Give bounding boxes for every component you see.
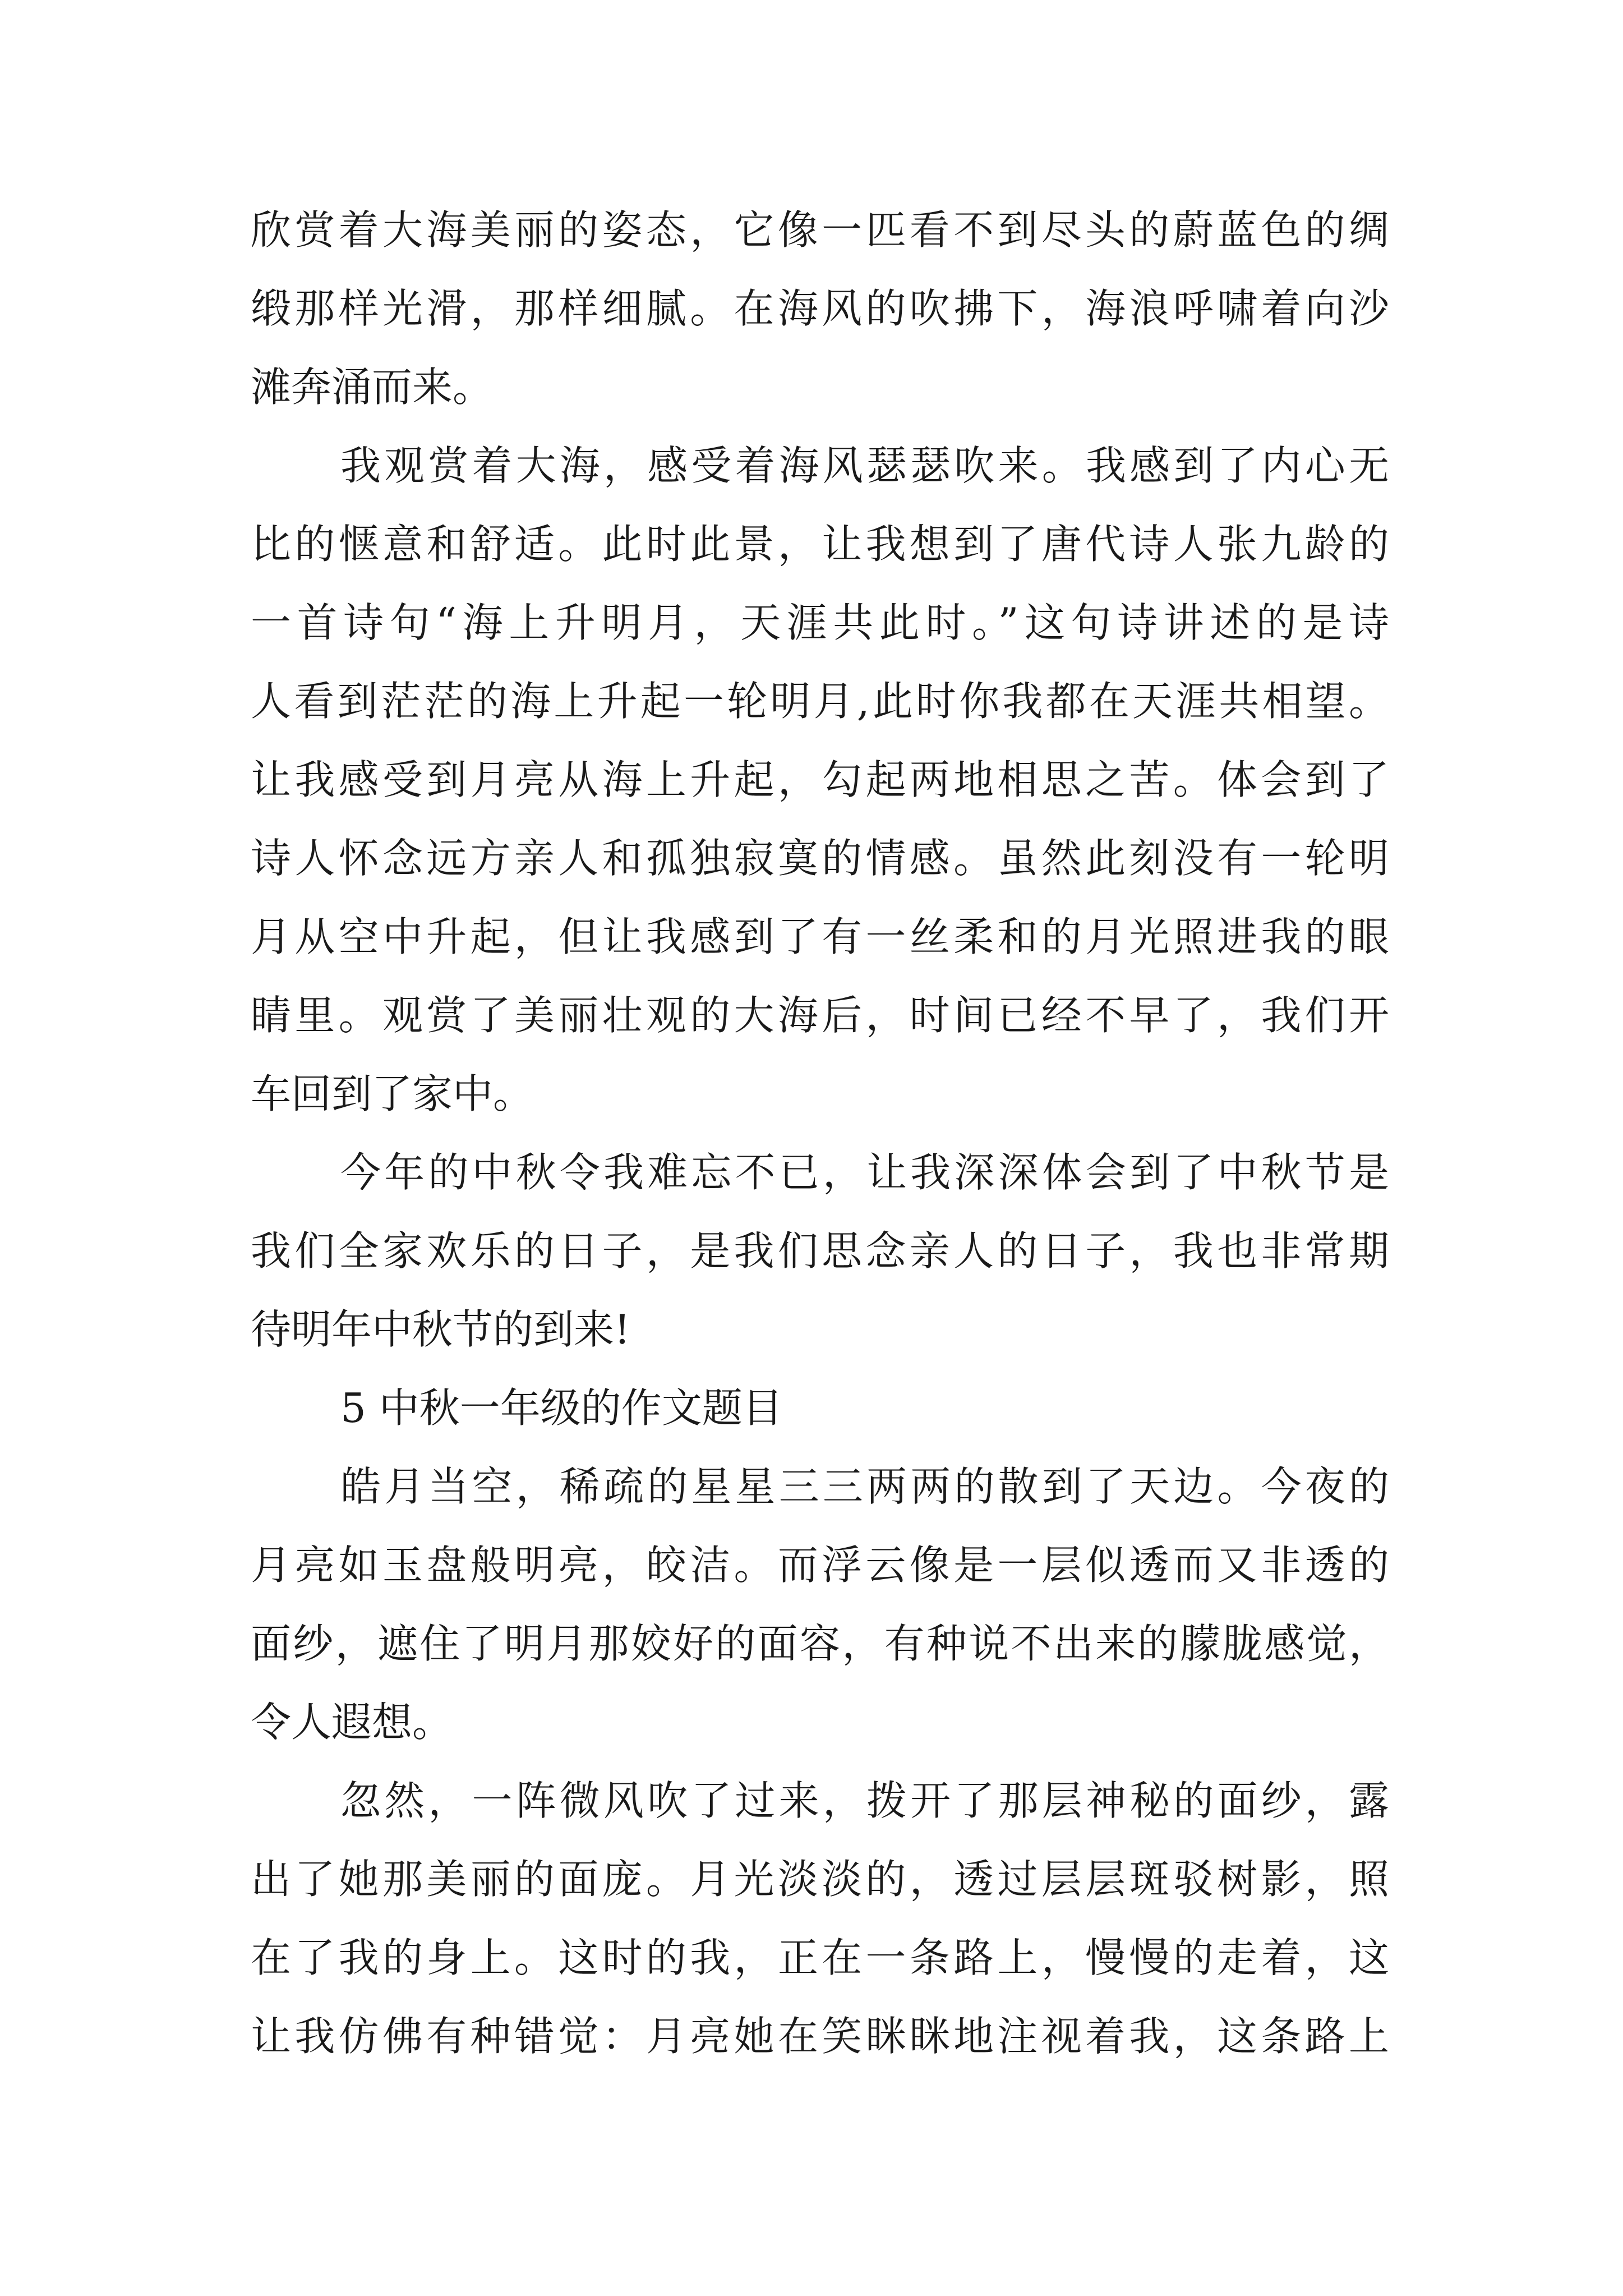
text-line: 在了我的身上。这时的我，正在一条路上，慢慢的走着，这: [251, 1934, 1389, 1981]
text-line: 让我感受到月亮从海上升起，勾起两地相思之苦。体会到了: [251, 756, 1389, 803]
text-line: 待明年中秋节的到来!: [251, 1306, 630, 1353]
text-line: 忽然，一阵微风吹了过来，拨开了那层神秘的面纱，露: [340, 1777, 1389, 1824]
text-line: 一首诗句“海上升明月，天涯共此时。”这句诗讲述的是诗: [251, 599, 1389, 646]
text-line: 出了她那美丽的面庞。月光淡淡的，透过层层斑驳树影，照: [251, 1856, 1389, 1903]
text-line: 面纱，遮住了明月那姣好的面容，有种说不出来的朦胧感觉，: [251, 1620, 1389, 1667]
text-line: 滩奔涌而来。: [251, 364, 494, 411]
text-line: 诗人怀念远方亲人和孤独寂寞的情感。虽然此刻没有一轮明: [251, 835, 1389, 882]
text-line: 车回到了家中。: [251, 1070, 534, 1117]
text-line: 我们全家欢乐的日子，是我们思念亲人的日子，我也非常期: [251, 1227, 1389, 1274]
text-line: 我观赏着大海，感受着海风瑟瑟吹来。我感到了内心无: [340, 442, 1389, 489]
text-line: 月从空中升起，但让我感到了有一丝柔和的月光照进我的眼: [251, 913, 1389, 960]
text-line: 让我仿佛有种错觉：月亮她在笑眯眯地注视着我，这条路上: [251, 2013, 1389, 2060]
text-line: 令人遐想。: [251, 1699, 453, 1746]
text-line: 睛里。观赏了美丽壮观的大海后，时间已经不早了，我们开: [251, 992, 1389, 1039]
text-line: 缎那样光滑，那样细腻。在海风的吹拂下，海浪呼啸着向沙: [251, 285, 1389, 332]
text-line: 5 中秋一年级的作文题目: [340, 1384, 783, 1432]
text-line: 今年的中秋令我难忘不已，让我深深体会到了中秋节是: [340, 1149, 1389, 1196]
text-line: 皓月当空，稀疏的星星三三两两的散到了天边。今夜的: [340, 1463, 1389, 1510]
text-line: 比的惬意和舒适。此时此景，让我想到了唐代诗人张九龄的: [251, 521, 1389, 568]
text-line: 人看到茫茫的海上升起一轮明月,此时你我都在天涯共相望。: [251, 678, 1389, 725]
text-line: 欣赏着大海美丽的姿态，它像一匹看不到尽头的蔚蓝色的绸: [251, 206, 1389, 254]
text-line: 月亮如玉盘般明亮，皎洁。而浮云像是一层似透而又非透的: [251, 1542, 1389, 1589]
